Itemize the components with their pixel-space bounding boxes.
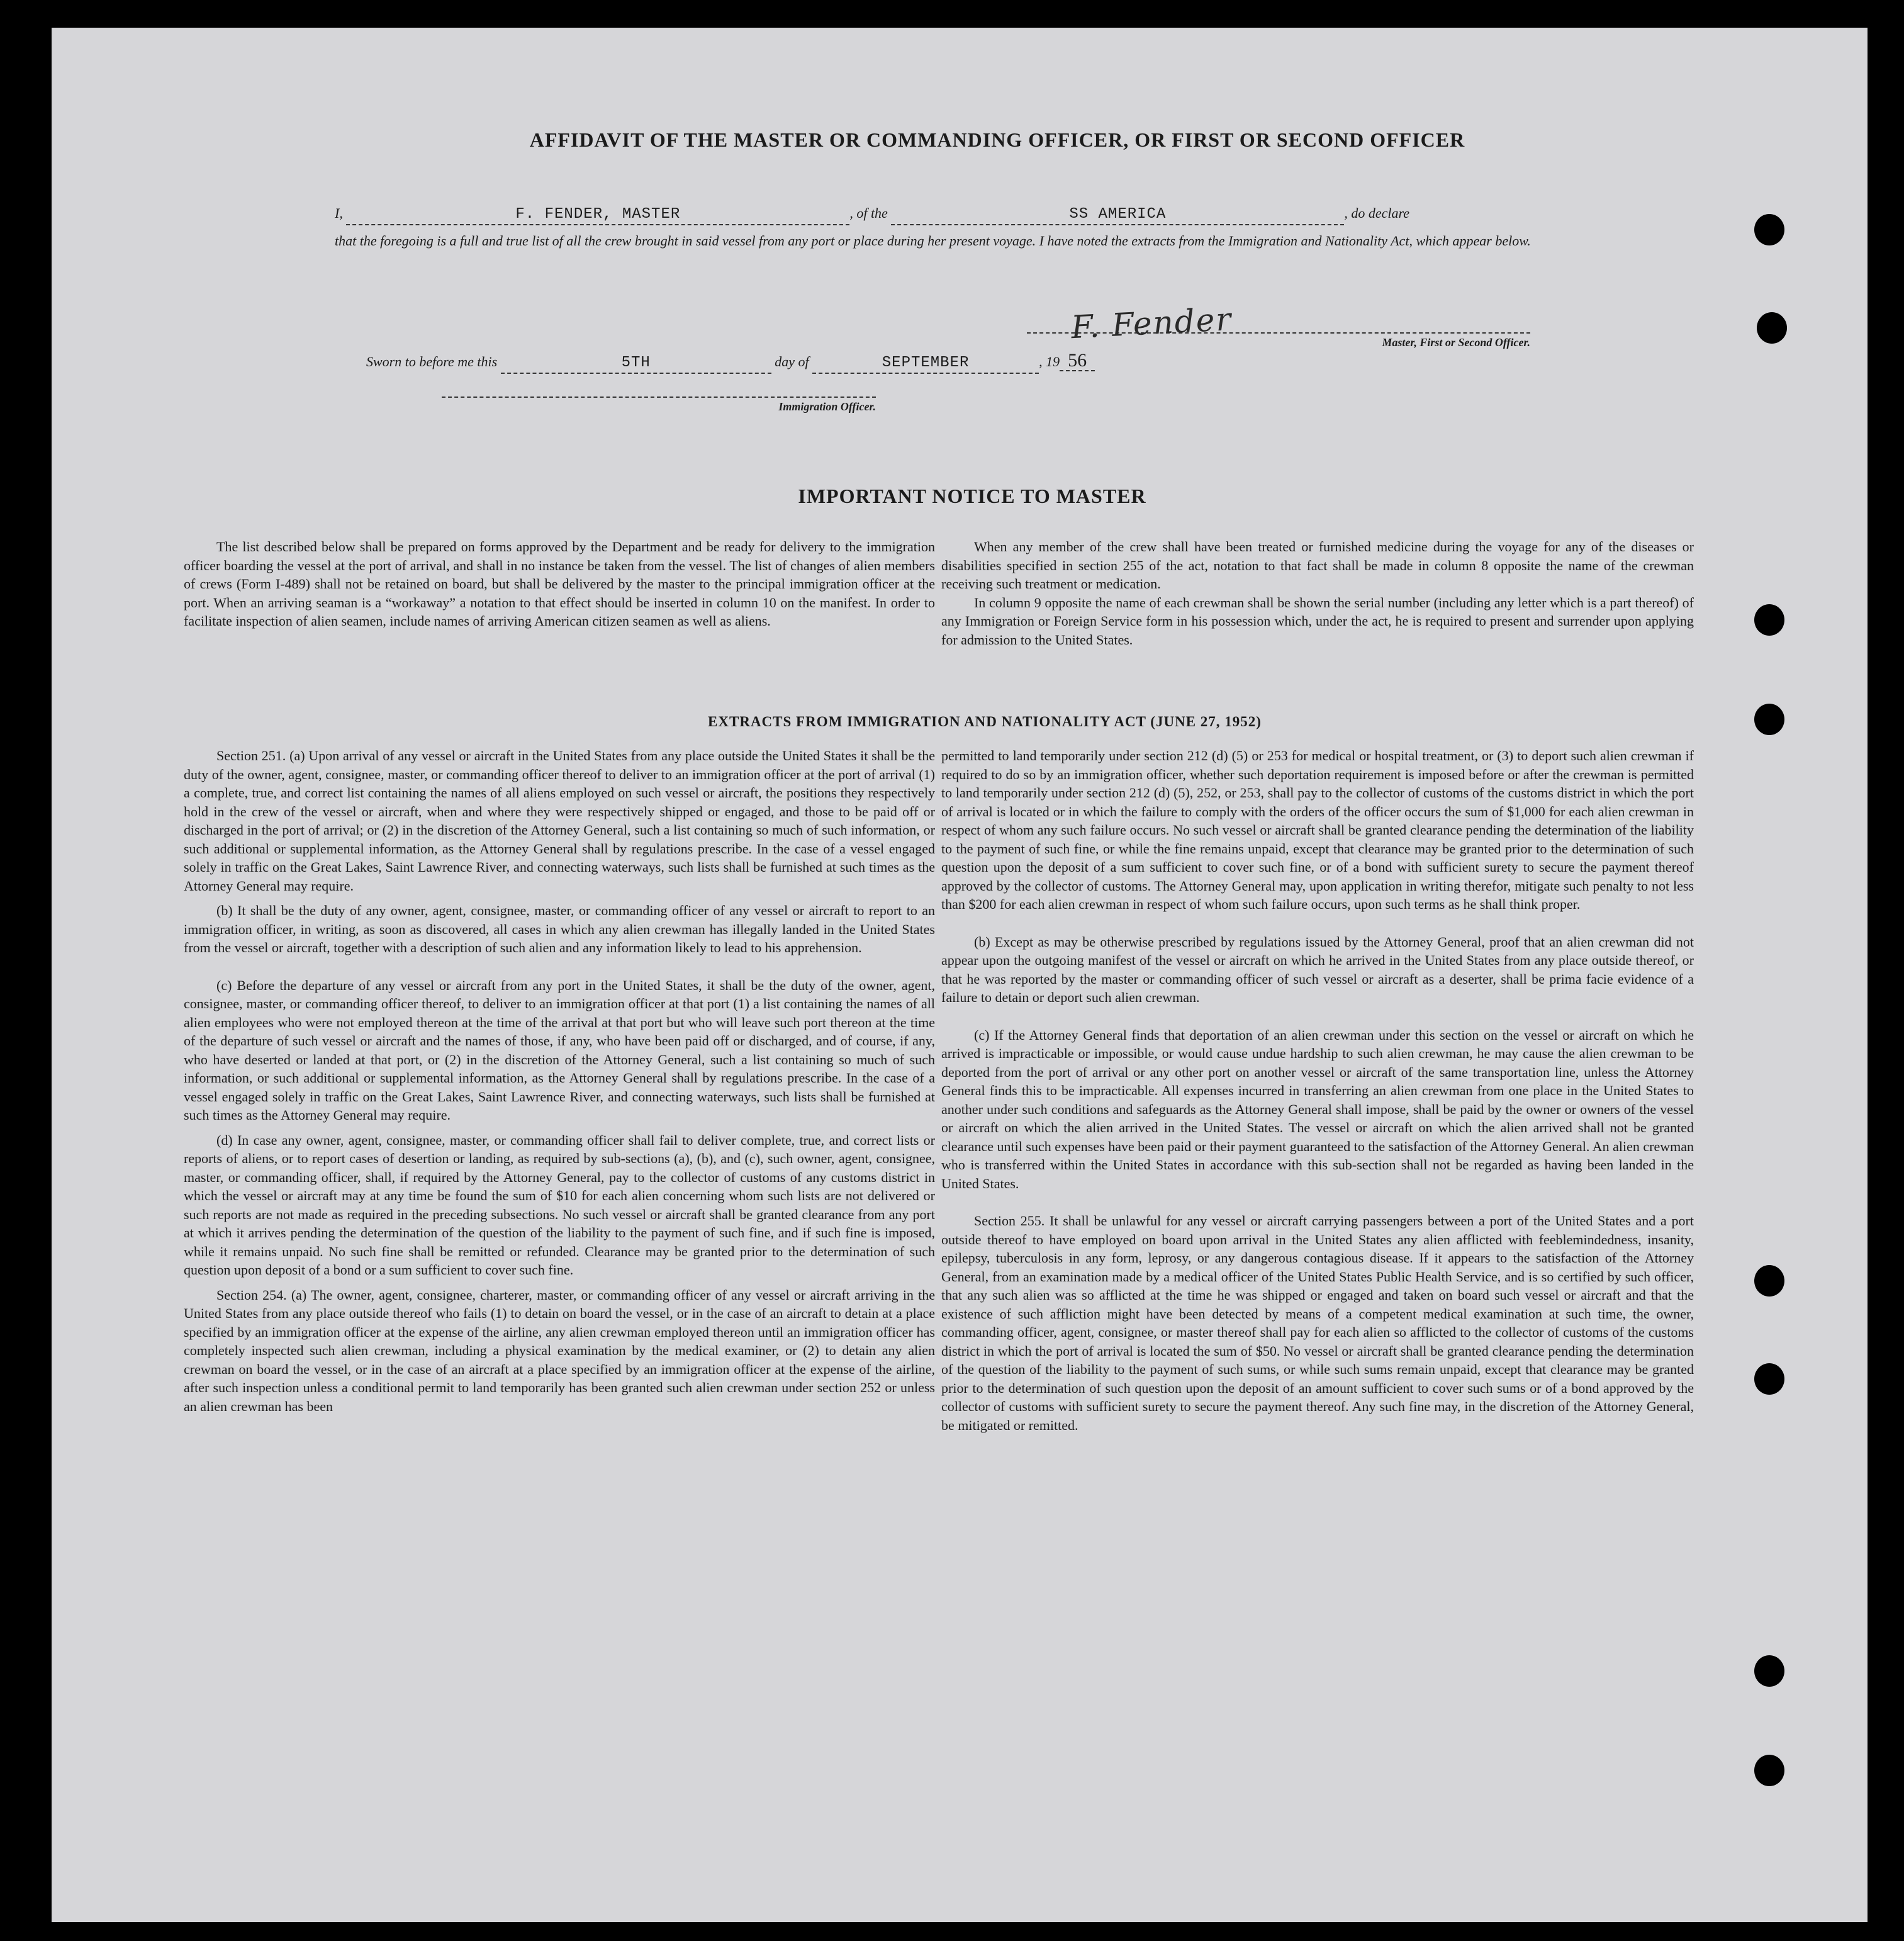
extract-paragraph: (b) Except as may be otherwise prescribed by regulations issued by the Attorney General, proof that an alien crewman did not appear upon the outgoing manifest of the vessel or aircraft on which he arrived in the United States from any place outside thereof, or that he was reported by the master or commanding officer of such vessel or aircraft as a deserter, shall be prima facie evidence of a failure to detain or deport such alien crewman. bbox=[941, 933, 1694, 1005]
binder-hole bbox=[1757, 312, 1787, 344]
day-of-label: day of bbox=[775, 354, 809, 369]
month-field: SEPTEMBER bbox=[812, 354, 1039, 374]
signature-block bbox=[1027, 298, 1530, 349]
notice-title: IMPORTANT NOTICE TO MASTER bbox=[798, 485, 1146, 507]
master-name-field: F. FENDER, MASTER bbox=[346, 205, 849, 225]
day-field: 5TH bbox=[501, 354, 771, 374]
declaration-line bbox=[335, 200, 1543, 227]
extract-paragraph: (c) Before the departure of any vessel or aircraft from any port in the United States, it shall be the duty of the owner, agent, consignee, master, or commanding officer thereof, to deliver to an immigration officer at that port (1) a list containing the names of all alien employees who were not employed thereon at the time of the arrival at that port but who will leave such port thereon at the time of the departure of such vessel or aircraft and the names of those, if any, who have been paid off or discharged, and of course, if any, who have deserted or landed at that port, or (2) in the discretion of the Attorney General, such a list containing so much of such information, or such additional or supplemental information, as the Attorney General shall by regulations prescribe. In the case of a vessel engaged solely in traffic on the Great Lakes, Saint Lawrence River, and connecting waterways, such lists shall be furnished at such times as the Attorney General may require. bbox=[184, 977, 935, 1123]
notice-left-column bbox=[184, 537, 935, 631]
binder-hole bbox=[1754, 604, 1784, 636]
immigration-officer-line bbox=[442, 397, 876, 398]
binder-hole bbox=[1754, 1363, 1784, 1395]
declaration-text: that the foregoing is a full and true list of all the crew brought in said vessel from any port or place during her present voyage. I have noted the extracts from the Immigration and Nationality Act, which appear below. bbox=[335, 233, 1531, 249]
extract-paragraph: (c) If the Attorney General finds that deportation of an alien crewman under this section on the vessel or aircraft on which he arrived is impracticable or impossible, or would cause undue hardship to such alien crewman, he may cause the alien crewman to be deported from the port of arrival or any other port on another vessel or aircraft of the same transportation line, unless the Attorney General finds this to be impracticable. All expenses incurred in transferring an alien crewman from one place in the United States to another under such conditions and safeguards as the Attorney General shall impose, shall be paid by the owner or owners of the vessel or aircraft on which the alien arrived in the United States. The vessel or aircraft on which the alien arrived shall not be granted clearance until such expenses have been paid or their payment guaranteed to the satisfaction of the Attorney General. An alien crewman who is transferred within the United States in accordance with this sub-section shall not be regarded as having been landed in the United States. bbox=[941, 1027, 1694, 1191]
extract-paragraph: (b) It shall be the duty of any owner, agent, consignee, master, or commanding officer of any vessel or aircraft to report to an immigration officer, in writing, as soon as discovered, all cases in which any alien crewman has illegally landed in the United States from the vessel or aircraft, together with a description of such alien and any information likely to lead to his apprehension. bbox=[184, 903, 935, 955]
extract-paragraph: Section 254. (a) The owner, agent, consignee, charterer, master, or commanding officer of any vessel or aircraft arriving in the United States from any place outside thereof who fails (1) to detain on board the vessel, or in the case of an aircraft to detain at a place specified by an immigration officer at the expense of the airline, any alien crewman employed thereon until an immigration officer has completely inspected such alien crewman, including a physical examination by the medical examiner, or (2) to detain any alien crewman on board the vessel, or in the case of an aircraft at a place specified by an immigration officer at the expense of the airline, after such inspection unless a conditional permit to land temporarily has been granted such alien crewman under section 252 or unless an alien crewman has been bbox=[184, 1286, 935, 1414]
sworn-label: Sworn to before me this bbox=[366, 354, 498, 369]
binder-hole bbox=[1754, 1265, 1784, 1297]
do-declare-label: , do declare bbox=[1344, 205, 1409, 221]
year-field: 56 bbox=[1060, 351, 1095, 371]
affidavit-title: AFFIDAVIT OF THE MASTER OR COMMANDING OFFICER, OR FIRST OR SECOND OFFICER bbox=[529, 128, 1465, 151]
immigration-officer-label: Immigration Officer. bbox=[778, 400, 876, 413]
year-prefix: , 19 bbox=[1039, 354, 1060, 369]
notice-right-paragraph: In column 9 opposite the name of each crewman shall be shown the serial number (including any letter which is a part thereof) of any Immigration or Foreign Service form in his possession which, under the act, he is required to present and surrender upon applying for admission to the United States. bbox=[941, 594, 1694, 648]
vessel-name-field: SS AMERICA bbox=[891, 205, 1344, 225]
immigration-officer-block bbox=[442, 397, 876, 414]
extract-paragraph: Section 255. It shall be unlawful for any vessel or aircraft carrying passengers between a port of the United States and a port outside thereof to have employed on board upon arrival in the United States any alien afflicted with feeblemindedness, insanity, epilepsy, tuberculosis in any form, leprosy, or any dangerous contagious disease. If it appears to the satisfaction of the Attorney General, from an examination made by a medical officer of the United States Public Health Service, and is so certified by such officer, that any such alien was so afflicted at the time he was shipped or engaged and taken on board such vessel or aircraft and that the existence of such affliction might have been detected by means of a competent medical examination at such time, the owner, commanding officer, agent, consignee, or master thereof shall pay for each alien so afflicted to the collector of customs of the customs district in which the port of arrival is located the sum of $50. No vessel or aircraft shall be granted clearance pending the determination of the question of the liability to the payment of such sums, or while such sums remain unpaid, except that clearance may be granted prior to the determination of such question upon the deposit of an amount sufficient to cover such sums or of a bond approved by the collector of customs with sufficient surety to secure the payment thereof. Any such fine may, in the discretion of the Attorney General, be mitigated or remitted. bbox=[941, 1213, 1694, 1433]
extract-paragraph: (d) In case any owner, agent, consignee, master, or commanding officer shall fail to deliver complete, true, and correct lists or reports of aliens, or to report cases of desertion or landing, as required by sub-sections (a), (b), and (c), such owner, agent, consignee, master, or commanding officer, shall, if required by the Attorney General, pay to the collector of customs of any customs district in which the vessel or aircraft may at any time be found the sum of $10 for each alien concerning whom such lists are not delivered or such reports are not made as required in the preceding subsections. No such vessel or aircraft shall be granted clearance from any port at which it arrives pending the determination of the question of the liability to the payment of such fine, and if such fine is imposed, while it remains unpaid. No such fine shall be remitted or refunded. Clearance may be granted prior to the determination of such question upon deposit of a bond or a sum sufficient to cover such fine. bbox=[184, 1132, 935, 1278]
binder-hole bbox=[1754, 1655, 1784, 1687]
sworn-line bbox=[366, 349, 1247, 375]
notice-left-paragraph: The list described below shall be prepared on forms approved by the Department and be ready for delivery to the immigration officer boarding the vessel at the port of arrival, and shall in no instance be taken from the vessel. The list of changes of alien members of crews (Form I-489) shall not be retained on board, but shall be delivered by the master to the principal immigration officer at the port. When an arriving seaman is a “workaway” a notation to that effect should be inserted in column 10 on the manifest. In order to facilitate inspection of alien seamen, include names of arriving American citizen seamen as well as aliens. bbox=[184, 539, 935, 629]
signature-caption: Master, First or Second Officer. bbox=[1382, 336, 1530, 349]
i-label: I, bbox=[335, 205, 343, 221]
notice-right-paragraph: When any member of the crew shall have been treated or furnished medicine during the voyage for any of the diseases or disabilities specified in section 255 of the act, notation to that fact shall be made in column 8 opposite the name of the crewman receiving such treatment or medication. bbox=[941, 539, 1694, 592]
extracts-right-column bbox=[941, 746, 1694, 1434]
extracts-title: EXTRACTS FROM IMMIGRATION AND NATIONALITY ACT (JUNE 27, 1952) bbox=[708, 714, 1262, 729]
extract-paragraph: Section 251. (a) Upon arrival of any vessel or aircraft in the United States from any place outside the United States it shall be the duty of the owner, agent, consignee, master, or commanding officer thereof to deliver to an immigration officer at the port of arrival (1) a complete, true, and correct list containing the names of all aliens employed on such vessel or aircraft, the positions they respectively hold in the crew of the vessel or aircraft, when and where they were respectively shipped or engaged, and those to be paid off or discharged in the port of arrival; or (2) in the discretion of the Attorney General, such a list containing so much of such information, or such additional or supplemental information, as the Attorney General shall by regulations prescribe. In the case of a vessel engaged solely in traffic on the Great Lakes, Saint Lawrence River, and connecting waterways, such lists shall be furnished at such times as the Attorney General may require. bbox=[184, 748, 935, 894]
extracts-left-column bbox=[184, 746, 935, 1415]
of-the-label: , of the bbox=[849, 205, 888, 221]
notice-right-column bbox=[941, 537, 1694, 649]
extract-paragraph: permitted to land temporarily under section 212 (d) (5) or 253 for medical or hospital treatment, or (3) to deport such alien crewman if required to do so by an immigration officer, whether such deportation requirement is imposed before or after the crewman is permitted to land temporarily under section 212 (d) (5), 252, or 253, shall pay to the collector of customs of the customs district in which the port of arrival is located or in which the failure to comply with the orders of the officer occurs the sum of $1,000 for each alien crewman in respect of whom any such failure occurs. No such vessel or aircraft shall be granted clearance pending the determination of the liability to the payment of such fine, or while the fine remains unpaid, except that clearance may be granted prior to the determination of such question upon the deposit of a sum sufficient to cover such fine, or of a bond with sufficient surety to secure the payment thereof approved by the collector of customs. The Attorney General may, upon application in writing therefor, mitigate such penalty to not less than $200 for each alien crewman in respect of whom such failure occurs, upon such terms as he shall think proper. bbox=[941, 748, 1694, 912]
document-page bbox=[52, 28, 1868, 1922]
binder-hole bbox=[1754, 1755, 1784, 1786]
signature: F. Fender bbox=[1070, 300, 1233, 346]
binder-hole bbox=[1754, 214, 1784, 245]
